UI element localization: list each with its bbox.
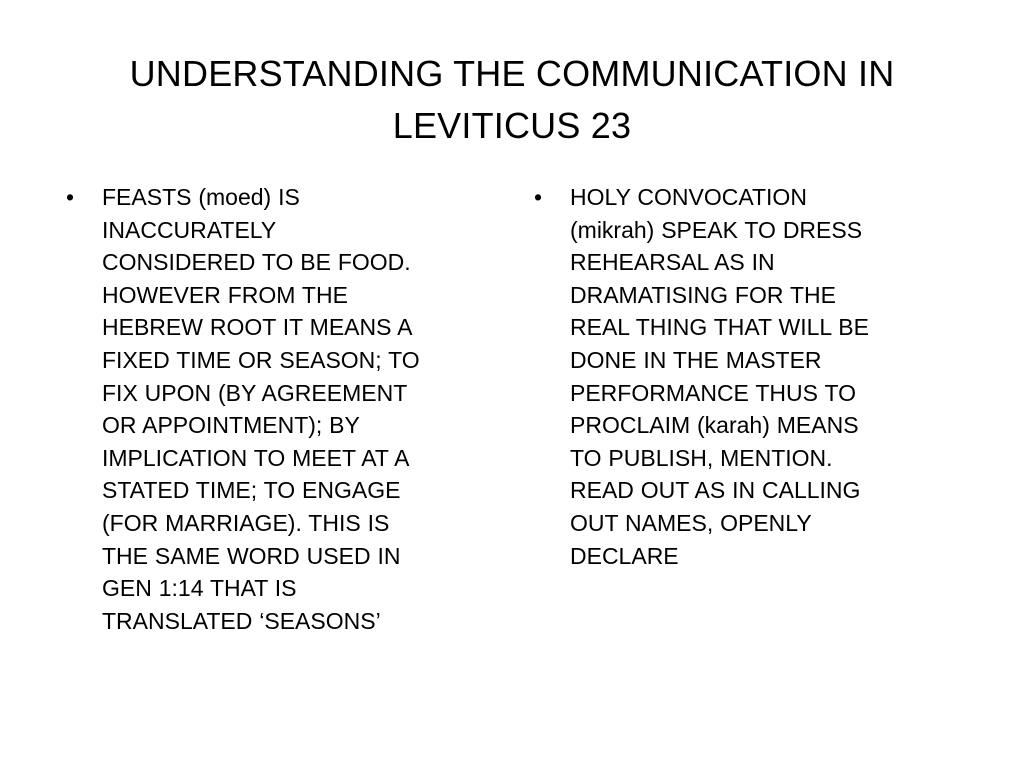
text-line: HOLY CONVOCATION xyxy=(570,184,807,210)
text-line: DRAMATISING FOR THE xyxy=(570,281,836,308)
text-line: HOWEVER FROM THE xyxy=(102,281,348,308)
text-line: OUT NAMES, OPENLY xyxy=(570,509,812,536)
text-line: REHEARSAL AS IN xyxy=(570,249,775,276)
text-line: IMPLICATION TO MEET AT A xyxy=(102,444,410,471)
bullet-item-holy-convocation xyxy=(528,181,948,572)
bullet-icon: • xyxy=(533,184,543,210)
text-line: PERFORMANCE THUS TO xyxy=(570,379,856,406)
slide-title-line-1: UNDERSTANDING THE COMMUNICATION IN xyxy=(129,53,895,94)
text-line: READ OUT AS IN CALLING xyxy=(570,477,861,504)
text-line: FIX UPON (BY AGREEMENT xyxy=(102,379,408,406)
text-line: STATED TIME; TO ENGAGE xyxy=(102,477,401,504)
text-line: DECLARE xyxy=(570,542,679,569)
text-line: TRANSLATED ‘SEASONS’ xyxy=(102,607,381,634)
text-line: GEN 1:14 THAT IS xyxy=(102,575,297,602)
text-line: TO PUBLISH, MENTION. xyxy=(570,444,833,471)
bullet-icon: • xyxy=(65,184,75,210)
bullet-item-feasts xyxy=(60,181,490,637)
text-line: FIXED TIME OR SEASON; TO xyxy=(102,346,420,373)
text-line: OR APPOINTMENT); BY xyxy=(102,412,360,439)
text-line: CONSIDERED TO BE FOOD. xyxy=(102,249,411,276)
text-line: PROCLAIM (karah) MEANS xyxy=(570,412,859,439)
slide-title xyxy=(80,48,944,152)
text-line: INACCURATELY xyxy=(102,216,277,243)
right-content-column xyxy=(528,181,948,572)
text-line: REAL THING THAT WILL BE xyxy=(570,314,869,341)
text-line: (FOR MARRIAGE). THIS IS xyxy=(102,509,390,536)
text-line: HEBREW ROOT IT MEANS A xyxy=(102,314,413,341)
text-line: DONE IN THE MASTER xyxy=(570,346,822,373)
text-line: (mikrah) SPEAK TO DRESS xyxy=(570,216,863,243)
bullet-text-holy-convocation xyxy=(570,181,948,572)
slide-title-line-2: LEVITICUS 23 xyxy=(392,105,632,146)
left-content-column xyxy=(60,181,490,637)
bullet-text-feasts xyxy=(102,181,490,637)
text-line: THE SAME WORD USED IN xyxy=(102,542,401,569)
text-line: FEASTS (moed) IS xyxy=(102,184,300,210)
